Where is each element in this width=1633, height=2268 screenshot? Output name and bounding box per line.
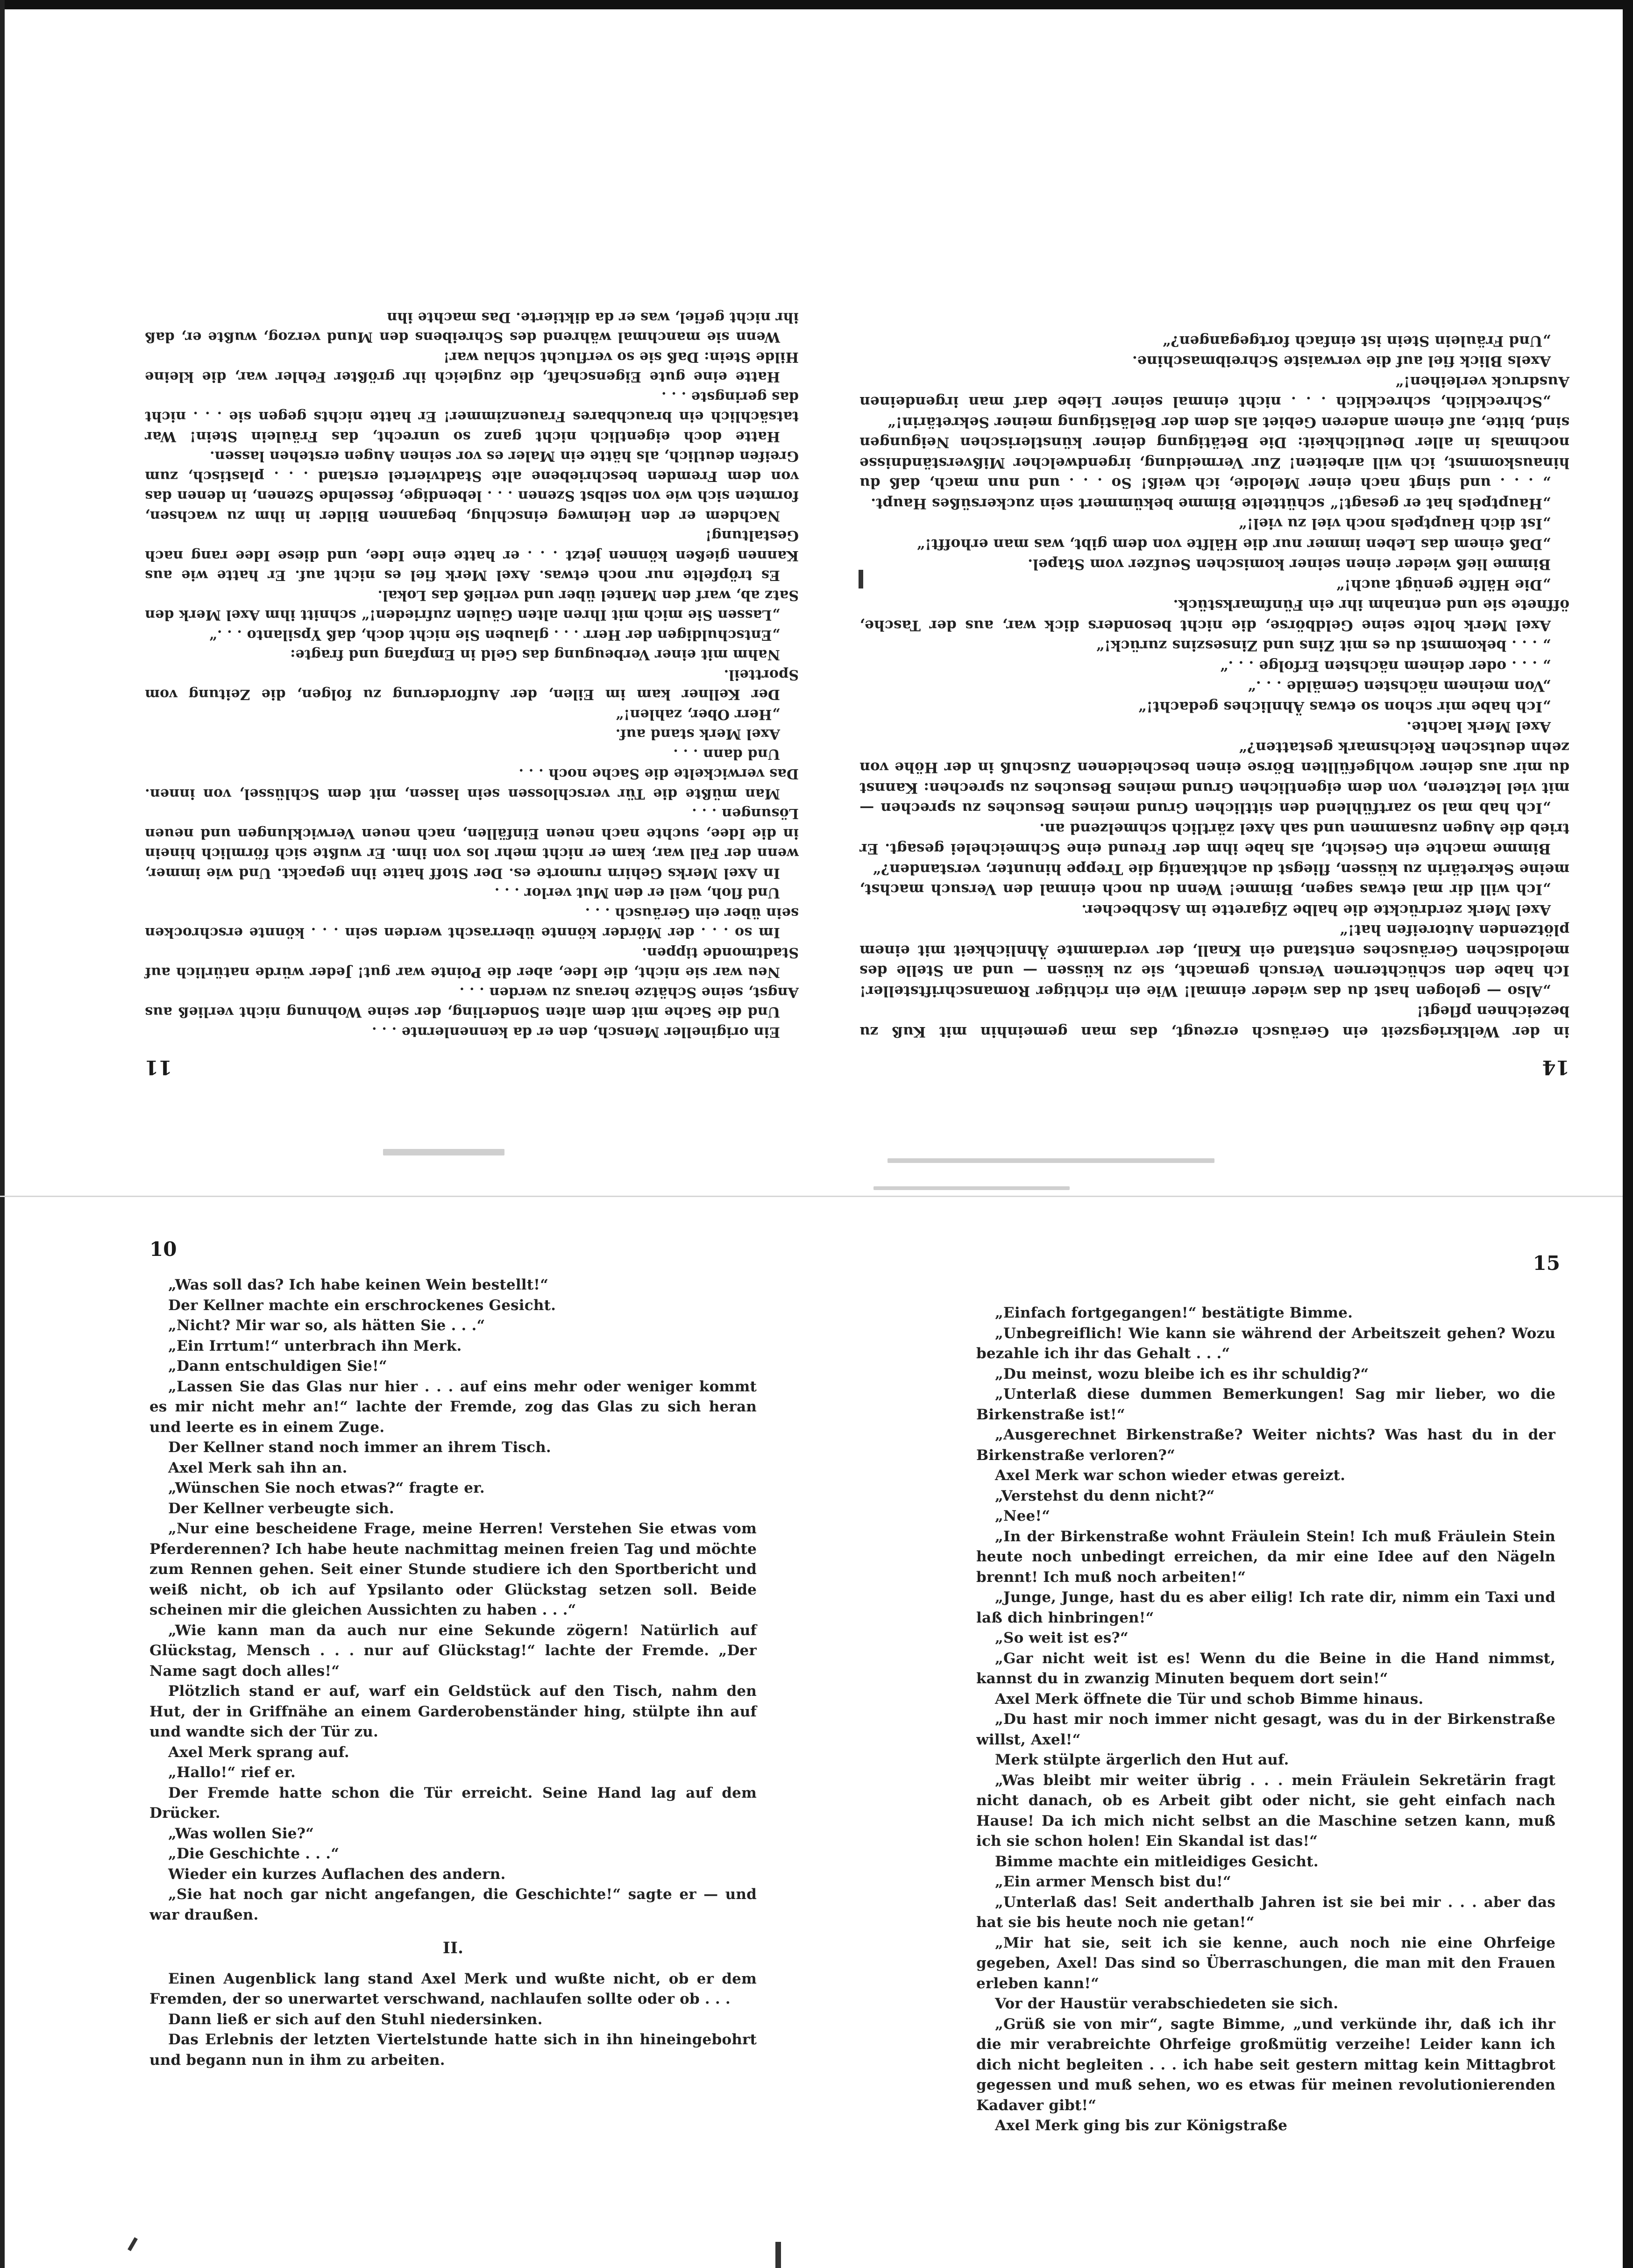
paragraph: Man müßte die Tür verschlossen sein lassen, mit dem Schlüssel, von innen. Das verwickelte die Sache noch . . .: [145, 765, 799, 802]
paragraph: „Hallo!“ rief er.: [168, 1764, 296, 1781]
paragraph: „Entschuldigen der Herr . . . glauben Sie nicht doch, daß Ypsilanto . . .“: [209, 627, 780, 643]
paragraph: Axel Merk sprang auf.: [168, 1744, 349, 1761]
paragraph: „Daß einem das Leben immer nur die Hälfte von dem gibt, was man erhofft!“: [916, 536, 1551, 553]
page-15-text: [976, 1303, 1555, 2136]
paragraph: „Unterlaß das! Seit anderthalb Jahren ist sie bei mir . . . aber das hat sie bis heute noch nie getan!“: [976, 1893, 1555, 1931]
paragraph: „Die Geschichte . . .“: [168, 1845, 340, 1862]
paragraph: Und dann . . .: [673, 746, 780, 762]
paragraph: Hatte eine gute Eigenschaft, die zugleich ihr größter Fehler war, die kleine Hilde Stein: Daß sie so verflucht schlau war!: [145, 349, 799, 385]
paragraph: Merk stülpte ärgerlich den Hut auf.: [995, 1751, 1289, 1768]
paragraph: Der Kellner stand noch immer an ihrem Tisch.: [168, 1439, 551, 1456]
paragraph: „In der Birkenstraße wohnt Fräulein Stein! Ich muß Fräulein Stein heute noch unbedingt erreichen, da mir eine Idee auf den Nägeln brennt! Ich muß noch arbeiten!“: [976, 1528, 1555, 1586]
paragraph: „Ein Irrtum!“ unterbrach ihn Merk.: [168, 1337, 462, 1354]
scan-border-left: [0, 0, 5, 2268]
paragraph: Axel Merk zerdrückte die halbe Zigarette im Aschbecher.: [1081, 901, 1551, 918]
paragraph: „Unbegreiflich! Wie kann sie während der Arbeitszeit gehen? Wozu bezahle ich ihr das Gehalt . . .“: [976, 1325, 1555, 1362]
paragraph: Wieder ein kurzes Auflachen des andern.: [168, 1865, 506, 1883]
page-11-text: [145, 307, 799, 1042]
paragraph: „Junge, Junge, hast du es aber eilig! Ich rate dir, nimm ein Taxi und laß dich hinbringen!“: [976, 1589, 1555, 1626]
page-number: 11: [145, 1056, 172, 1079]
paragraph: Der Kellner machte ein erschrockenes Gesicht.: [168, 1297, 556, 1314]
paragraph: Nahm mit einer Verbeugung das Geld in Empfang und fragte:: [290, 646, 780, 663]
paragraph: „ . . . und singt nach einer Melodie, ich weiß! So . . . und nun mach, daß du hinauskommst, ich will arbeiten! Zur Vermeidung, irgendwelcher Mißverständnisse nochmals in aller Deutlichkeit: Die Betätigung deiner künstlerischen Neigungen sind, bitte, auf einem anderen Gebiet als dem der Belästigung meiner Sekretärin!“: [859, 414, 1569, 492]
paragraph: Neu war sie nicht, die Idee, aber die Pointe war gut! Jeder würde natürlich auf Stadtmonde tippen.: [145, 944, 799, 981]
paragraph: Axel Merk öffnete die Tür und schob Bimme hinaus.: [995, 1690, 1424, 1708]
paragraph: „Nur eine bescheidene Frage, meine Herren! Verstehen Sie etwas vom Pferderennen? Ich habe heute nachmittag meinen freien Tag und möchte zum Rennen gehen. Seit einer Stunde studiere ich den Sportbericht und weiß nicht, ob ich auf Ypsilanto oder Glückstag setzen soll. Beide scheinen mir die gleichen Aussichten zu haben . . .“: [149, 1520, 757, 1618]
paragraph: Ein origineller Mensch, den er da kennenlernte . . .: [371, 1024, 780, 1040]
paragraph: „Wie kann man da auch nur eine Sekunde zögern! Natürlich auf Glückstag, Mensch . . . nur auf Glückstag!“ lachte der Fremde. „Der Name sagt doch alles!“: [149, 1622, 757, 1680]
page-number: 10: [149, 1238, 177, 1261]
paragraph: Axel Merk ging bis zur Königstraße: [995, 2117, 1288, 2134]
paragraph: „Sie hat noch gar nicht angefangen, die Geschichte!“ sagte er — und war draußen.: [149, 1886, 757, 1923]
scan-border-top: [0, 0, 1633, 9]
scan-smudge: [383, 1149, 504, 1155]
paragraph: „Du hast mir noch immer nicht gesagt, was du in der Birkenstraße willst, Axel!“: [976, 1711, 1555, 1748]
page-number: 14: [1542, 1056, 1569, 1079]
paragraph: „Unterlaß diese dummen Bemerkungen! Sag mir lieber, wo die Birkenstraße ist!“: [976, 1386, 1555, 1423]
paragraph: „So weit ist es?“: [995, 1630, 1129, 1646]
paragraph: „Ist dich Hauptpels noch viel zu viel!“: [1238, 515, 1551, 532]
paragraph: Hatte doch eigentlich nicht ganz so unrecht, das Fräulein Stein! War tatsächlich ein brauchbares Frauenzimmer! Er hatte nichts gegen sie . . . nicht das geringste . . .: [145, 389, 799, 445]
paragraph: „Wünschen Sie noch etwas?“ fragte er.: [168, 1480, 485, 1496]
paragraph: Vor der Haustür verabschiedeten sie sich.: [995, 1995, 1339, 2012]
paragraph: „Lassen Sie mich mit Ihren alten Gäulen zufrieden!“ schnitt ihm Axel Merk den Satz ab, warf den Mantel über und verließ das Lokal.: [145, 587, 799, 624]
scan-border-right: [1623, 0, 1633, 2268]
paragraph: „Von meinem nächsten Gemälde . . .“: [1247, 678, 1551, 695]
paragraph: in der Weltkriegszeit ein Geräusch erzeugt, das man gemeinhin mit Kuß zu bezeichnen pflegt!: [859, 1003, 1569, 1040]
paragraph: Axel Merk sah ihn an.: [168, 1459, 348, 1476]
paragraph: Wenn sie manchmal während des Schreibens den Mund verzog, wußte er, daß ihr nicht gefiel, was er da diktierte. Das machte ihn: [145, 309, 799, 346]
paragraph: „Mir hat sie, seit ich sie kenne, auch noch nie eine Ohrfeige gegeben, Axel! Das sind so Überraschungen, die man mit den Frauen erleben kann!“: [976, 1934, 1555, 1992]
binding-mark: [775, 2242, 781, 2268]
paragraph: Nachdem er den Heimweg einschlug, begannen Bilder in ihm zu wachsen, formten sich wie von selbst Szenen . . . lebendige, fesselnde Szenen, in denen das von dem Fremden beschriebene alte Stadtviertel erstand . . . plastisch, zum Greifen deutlich, als hätte ein Maler es vor seinen Augen erstehen lassen.: [145, 448, 799, 524]
paragraph: In Axel Merks Gehirn rumorte es. Der Stoff hatte ihn gepackt. Und wie immer, wenn der Fall war, kam er nicht mehr los von ihm. Er wußte sich förmlich hinein in die Idee, suchte nach neuen Einfällen, nach neuen Verwicklungen und neuen Lösungen . . .: [145, 805, 799, 881]
paragraph: „Was bleibt mir weiter übrig . . . mein Fräulein Sekretärin fragt nicht danach, ob es Arbeit gibt oder nicht, sie geht einfach nach Hause! Da ich mich nicht selbst an die Maschine setzen kann, muß ich sie schon holen! Ein Skandal ist das!“: [976, 1772, 1555, 1850]
scan-smudge: [873, 1186, 1070, 1190]
paragraph: Das Erlebnis der letzten Viertelstunde hatte sich in ihn hineingebohrt und begann nun in ihm zu arbeiten.: [149, 2031, 757, 2069]
paragraph: „Gar nicht weit ist es! Wenn du die Beine in die Hand nimmst, kannst du in zwanzig Minuten bequem dort sein!“: [976, 1650, 1555, 1687]
paragraph: Und floh, weil er den Mut verlor . . .: [494, 885, 780, 901]
paragraph: „Was soll das? Ich habe keinen Wein bestellt!“: [168, 1276, 549, 1293]
paragraph: „Schrecklich, schrecklich . . . nicht einmal seiner Liebe darf man irgendeinen Ausdruck verleihen!“: [859, 373, 1569, 411]
paragraph: Im so . . . der Mörder könnte überrascht werden sein . . . könnte erschrocken sein über ein Geräusch . . .: [145, 905, 799, 941]
paragraph: „Verstehst du denn nicht?“: [995, 1487, 1215, 1504]
fold-mark: [859, 570, 863, 588]
paragraph: „Grüß sie von mir“, sagte Bimme, „und verkünde ihr, daß ich ihr die mir verabreichte Ohrfeige großmütig verzeihe! Leider kann ich dich nicht begleiten . . . ich habe seit gestern mittag kein Mittagbrot gegessen und muß sehen, wo es etwas für meinen revolutionierenden Kadaver gibt!“: [976, 2015, 1555, 2114]
paragraph: Es tröpfelte nur noch etwas. Axel Merk fiel es nicht auf. Er hatte wie aus Kannen gießen können jetzt . . . er hatte eine Idee, und diese Idee rang nach Gestaltung!: [145, 527, 799, 584]
paragraph: „ . . . bekommst du es mit Zins und Zinseszins zurück!“: [1095, 637, 1551, 654]
paragraph: Dann ließ er sich auf den Stuhl niedersinken.: [168, 2011, 543, 2028]
paragraph: „Ich habe mir schon so etwas Ähnliches gedacht!“: [1138, 698, 1551, 715]
paragraph: „Hauptpels hat er gesagt!“ schüttelte Bimme bekümmert sein zuckersüßes Haupt.: [870, 495, 1551, 512]
paragraph: „Nee!“: [995, 1508, 1051, 1524]
paragraph: „Ausgerechnet Birkenstraße? Weiter nichts? Was hast du in der Birkenstraße verloren?“: [976, 1426, 1555, 1464]
paragraph: „Also — gelogen hast du das wieder einmal! Wie ein richtiger Romanschriftsteller! Ich habe den schüchternen Versuch gemacht, sie zu küssen — und an Stelle des melodischen Geräusches entstand ein Knall, der verdammte Ähnlichkeit mit einem plötzenden Autoreifen hat!“: [859, 921, 1569, 999]
paragraph: Bimme machte ein Gesicht, als habe ihm der Freund eine Schmeichelei gesagt. Er trieb die Augen zusammen und sah Axel zärtlich schmelzend an.: [859, 820, 1569, 858]
paragraph: „Die Hälfte genügt auch!“: [1335, 576, 1551, 593]
paragraph: „Nicht? Mir war so, als hätten Sie . . .“: [168, 1317, 485, 1334]
chapter-heading: II.: [442, 1939, 464, 1957]
paragraph: Und die Sache mit dem alten Sonderling, der seine Wohnung nicht verließ aus Angst, seine Schätze heraus zu werden . . .: [145, 984, 799, 1021]
paragraph: Axel Merk stand auf.: [615, 726, 780, 743]
paragraph: „Und Fräulein Stein ist einfach fortgegangen?“: [1162, 333, 1551, 349]
page-10-text: [149, 1275, 757, 2070]
paragraph: Axel Merk lachte.: [1406, 718, 1551, 736]
pencil-mark: [128, 2237, 138, 2251]
paragraph: „Ich hab mal so zartfühlend den sittlichen Grund meines Besuches zu sprechen — mit viel letzteren, von dem eigentlichen Grund meines Besuches zu sprechen: Kannst du mir aus deiner wohlgefüllten Börse einen bescheidenen Zuschuß in der Höhe von zehn deutschen Reichsmark gestatten?“: [859, 739, 1569, 817]
page-14-text: [859, 331, 1569, 1042]
paragraph: „Ein armer Mensch bist du!“: [995, 1873, 1231, 1890]
paragraph: „Einfach fortgegangen!“ bestätigte Bimme.: [995, 1304, 1353, 1321]
fold-line: [0, 1196, 1623, 1197]
page-11: [140, 140, 803, 1084]
paragraph: Bimme machte ein mitleidiges Gesicht.: [995, 1853, 1319, 1870]
paragraph: Plötzlich stand er auf, warf ein Geldstück auf den Tisch, nahm den Hut, der in Griffnähe an einem Garderobenständer hing, stülpte ihn auf und wandte sich der Tür zu.: [149, 1683, 757, 1740]
paragraph: „Ich will dir mal etwas sagen, Bimme! Wenn du noch einmal den Versuch machst, meine Sekretärin zu küssen, fliegst du achtkantig die Treppe hinunter, verstanden?“: [859, 861, 1569, 898]
paragraph: „Herr Ober, zahlen!“: [615, 706, 780, 723]
paragraph: Der Kellner verbeugte sich.: [168, 1500, 395, 1517]
paragraph: „Du meinst, wozu bleibe ich es ihr schuldig?“: [995, 1365, 1369, 1382]
page-14: [855, 140, 1574, 1084]
scan-smudge: [888, 1158, 1214, 1163]
paragraph: Einen Augenblick lang stand Axel Merk und wußte nicht, ob er dem Fremden, der so unerwartet verschwand, nachlaufen sollte oder ob . . .: [149, 1970, 757, 2007]
page-10: [149, 1238, 766, 2125]
paragraph: Axel Merk war schon wieder etwas gereizt.: [995, 1467, 1346, 1484]
paragraph: Der Kellner kam im Eilen, der Aufforderung zu folgen, die Zeitung vom Sportteil.: [145, 666, 799, 703]
paragraph: Axel Merk holte seine Geldbörse, die nicht besonders dick war, aus der Tasche, öffnete sie und entnahm ihr ein Fünfmarkstück.: [859, 596, 1569, 634]
page-number: 15: [1533, 1252, 1560, 1275]
paragraph: „ . . . oder deinem nächsten Erfolge . . .“: [1220, 658, 1551, 674]
paragraph: „Dann entschuldigen Sie!“: [168, 1358, 387, 1375]
page-15: [976, 1252, 1560, 2139]
paragraph: „Lassen Sie das Glas nur hier . . . auf eins mehr oder weniger kommt es mir nicht mehr an!“ lachte der Fremde, zog das Glas zu sich heran und leerte es in einem Zuge.: [149, 1378, 757, 1436]
paragraph: Der Fremde hatte schon die Tür erreicht. Seine Hand lag auf dem Drücker.: [149, 1784, 757, 1821]
paragraph: Axels Blick fiel auf die verwaiste Schreibmaschine.: [1132, 353, 1551, 370]
paragraph: Bimme ließ wieder einen seiner komischen Seufzer vom Stapel.: [1028, 556, 1551, 573]
paragraph: „Was wollen Sie?“: [168, 1825, 314, 1842]
